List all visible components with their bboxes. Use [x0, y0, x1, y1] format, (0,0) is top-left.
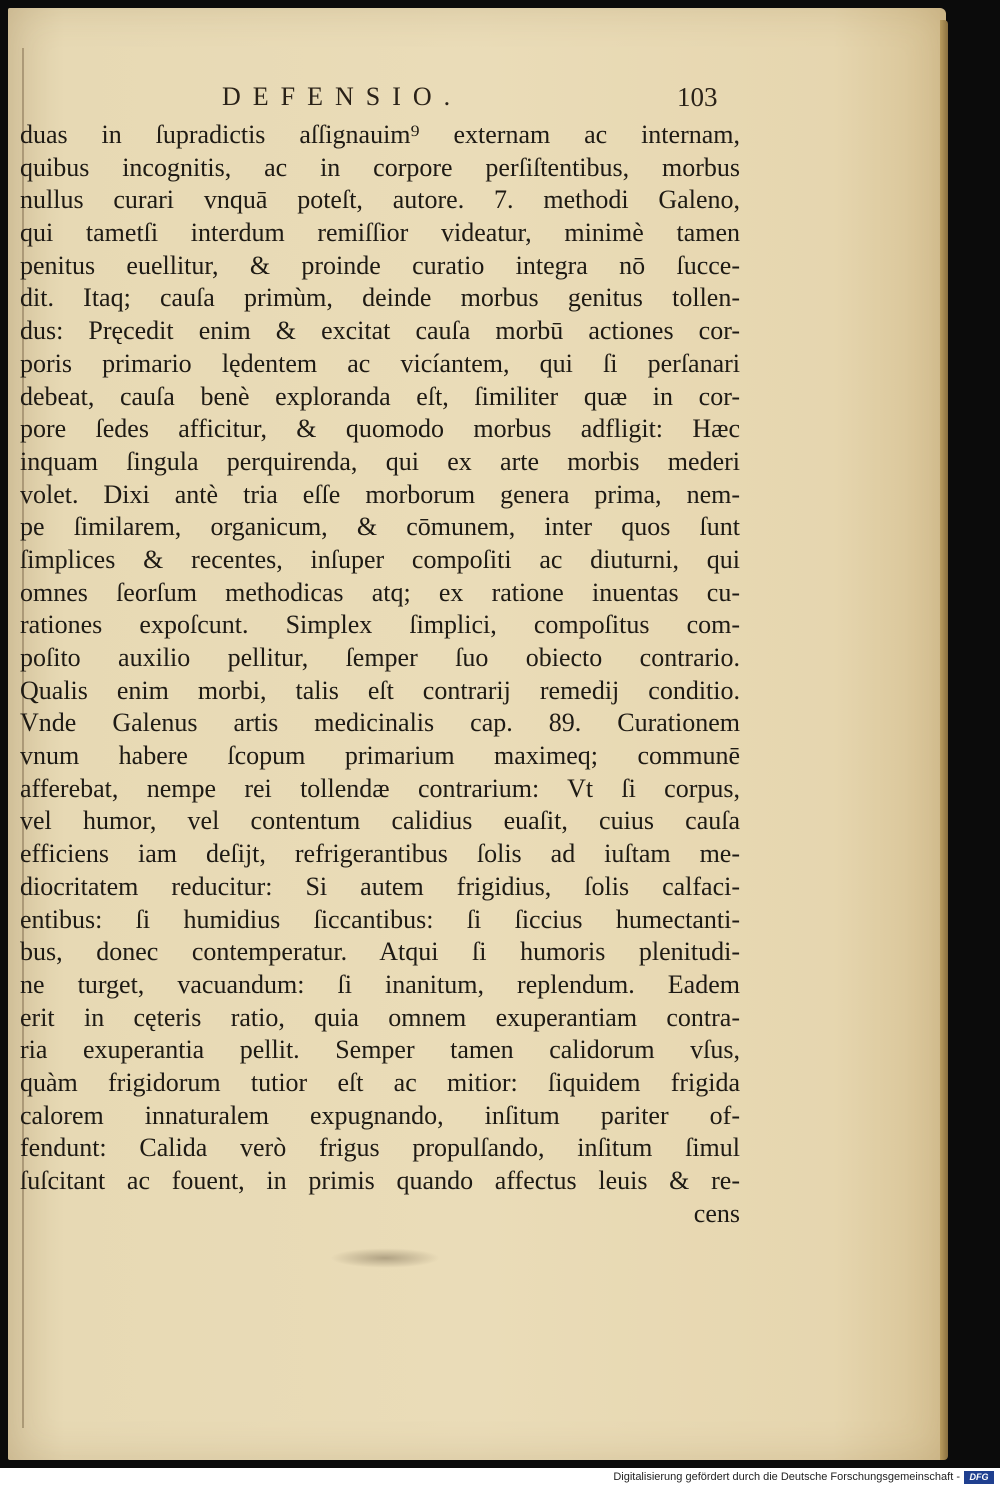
text-line: ne turget, vacuandum: ſi inanitum, replendum. Eadem [20, 969, 740, 999]
text-line: duas in ſupradictis aſſignauim⁹ externam ac internam, [20, 120, 740, 149]
text-line: diocritatem reducitur: Si autem frigidius, ſolis calfaci- [20, 871, 740, 901]
text-line: penitus euellitur, & proinde curatio integra nō ſucce- [20, 250, 740, 280]
text-line: vnum habere ſcopum primarium maximeq; communē [20, 741, 740, 771]
page-number: 103 [677, 82, 718, 112]
text-line: bus, donec contemperatur. Atqui ſi humoris plenitudi- [20, 937, 740, 967]
text-line: calorem innaturalem expugnando, inſitum pariter of- [20, 1100, 740, 1130]
text-line: poſito auxilio pellitur, ſemper ſuo obiecto contrario. [20, 643, 740, 672]
text-line: poris primario lędentem ac vicíantem, qui ſi perſanari [20, 348, 740, 378]
page-edge [940, 20, 948, 1460]
text-line: pe ſimilarem, organicum, & cōmunem, inter quos ſunt [20, 512, 740, 542]
text-line: efficiens iam deſijt, refrigerantibus ſolis ad iuſtam me- [20, 839, 740, 869]
text-line: nullus curari vnquā poteſt, autore. 7. methodi Galeno, [20, 185, 740, 215]
text-line: afferebat, nempe rei tollendæ contrarium: Vt ſi corpus, [20, 773, 740, 803]
funding-credit: Digitalisierung gefördert durch die Deutsche Forschungsgemeinschaft - [613, 1471, 960, 1483]
text-line: Qualis enim morbi, talis eſt contrarij remedij conditio. [20, 675, 740, 705]
text-line: Vnde Galenus artis medicinalis cap. 89. Curationem [20, 708, 740, 738]
text-line: inquam ſingula perquirenda, qui ex arte morbis mederi [20, 446, 740, 476]
ink-smudge [330, 1248, 440, 1268]
text-line: rationes expoſcunt. Simplex ſimplici, compoſitus com- [20, 610, 740, 640]
text-line: fendunt: Calida verò frigus propulſando, inſitum ſimul [20, 1133, 740, 1163]
text-line: pore ſedes afficitur, & quomodo morbus adfligit: Hæc [20, 414, 740, 444]
text-line: ſimplices & recentes, inſuper compoſiti ac diuturni, qui [20, 544, 740, 574]
text-line: omnes ſeorſum methodicas atq; ex ratione inuentas cu- [20, 577, 740, 607]
text-line: dit. Itaq; cauſa primùm, deinde morbus genitus tollen- [20, 283, 740, 313]
text-line: dus: Pręcedit enim & excitat cauſa morbū actiones cor- [20, 316, 740, 346]
running-head [0, 82, 1000, 116]
body-text [20, 119, 740, 1230]
text-line: qui tametſi interdum remiſſior videatur, minimè tamen [20, 218, 740, 248]
dfg-logo: DFG [964, 1471, 994, 1484]
running-head-title: DEFENSIO. [222, 82, 463, 111]
text-line: quàm frigidorum tutior eſt ac mitior: ſiquidem frigida [20, 1067, 740, 1097]
catchword: cens [693, 1198, 740, 1228]
text-line: entibus: ſi humidius ſiccantibus: ſi ſiccius humectanti- [20, 904, 740, 934]
text-line: ſuſcitant ac fouent, in primis quando affectus leuis & re- [20, 1166, 740, 1195]
text-line: debeat, cauſa benè exploranda eſt, ſimiliter quæ in cor- [20, 381, 740, 411]
text-line: erit in cęteris ratio, quia omnem exuperantiam contra- [20, 1002, 740, 1032]
text-line: ria exuperantia pellit. Semper tamen calidorum vſus, [20, 1035, 740, 1065]
footer-bar [0, 1468, 1000, 1488]
text-line: quibus incognitis, ac in corpore perſiſtentibus, morbus [20, 152, 740, 182]
text-line: vel humor, vel contentum calidius euaſit, cuius cauſa [20, 806, 740, 836]
text-line: volet. Dixi antè tria eſſe morborum genera prima, nem- [20, 479, 740, 509]
